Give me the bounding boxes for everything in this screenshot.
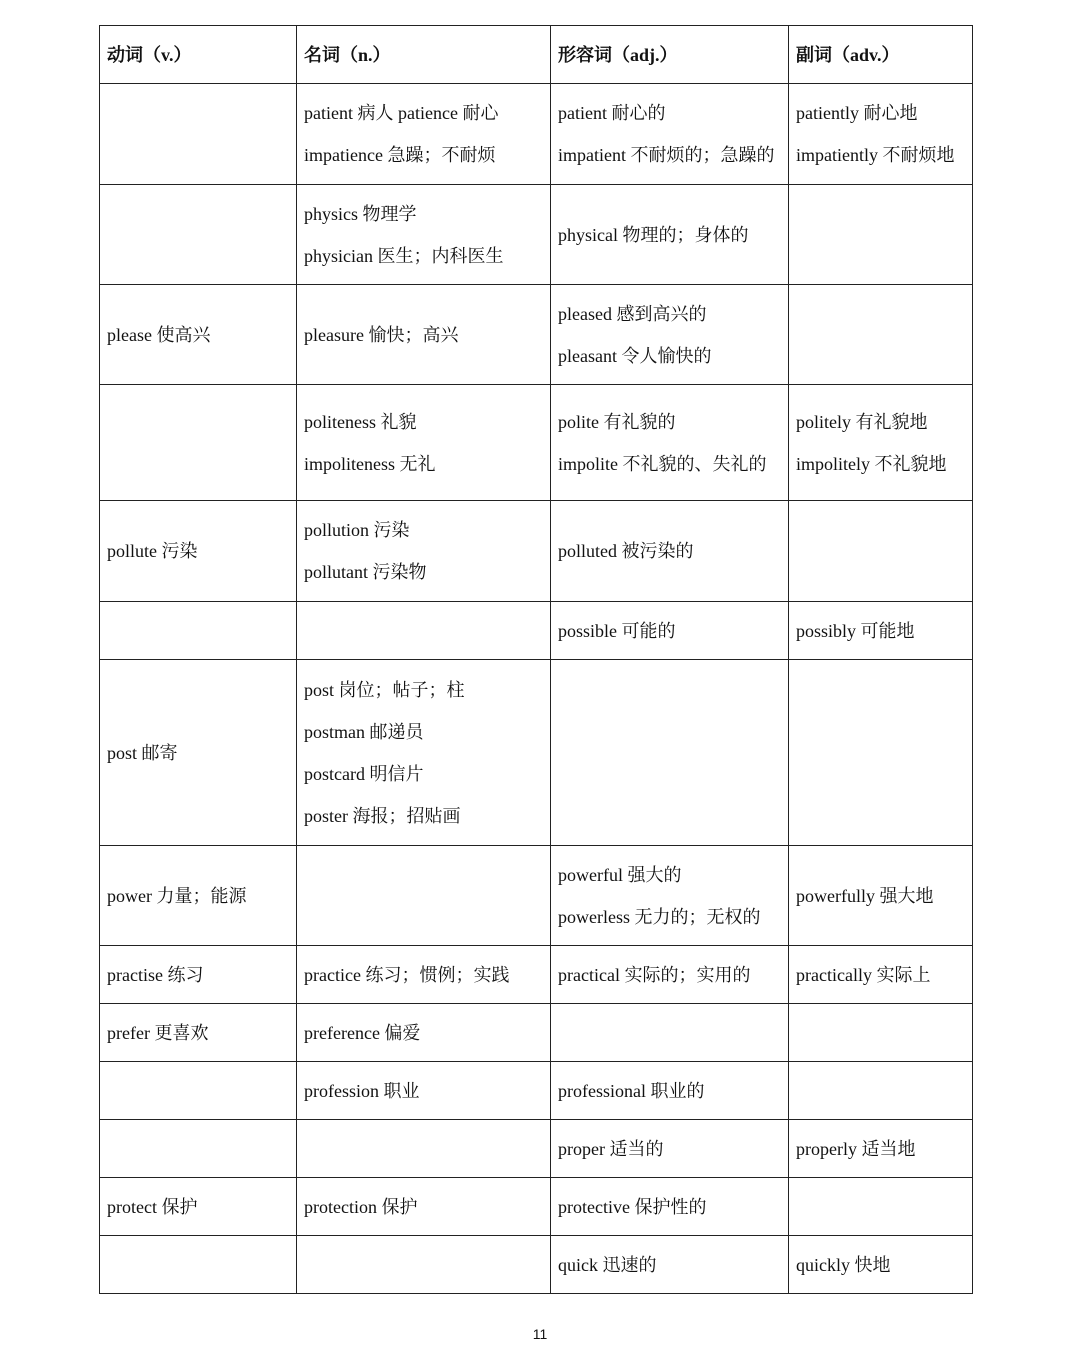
noun-entry: protection 保护	[304, 1196, 418, 1217]
verb-entry: practise 练习	[107, 964, 204, 985]
cell-noun	[297, 385, 551, 501]
adj-entry: possible 可能的	[558, 620, 676, 641]
cell-adj	[551, 1236, 789, 1294]
cell-verb	[100, 1062, 297, 1120]
cell-noun	[297, 946, 551, 1004]
noun-entry: preference 偏爱	[304, 1022, 421, 1043]
cell-noun	[297, 501, 551, 602]
adj-entry: pleasant 令人愉快的	[558, 345, 712, 366]
cell-noun	[297, 1236, 551, 1294]
noun-entry: patient 病人 patience 耐心	[304, 103, 499, 123]
adj-entry: polite 有礼貌的	[558, 411, 676, 432]
verb-entry: prefer 更喜欢	[107, 1022, 209, 1043]
page-number: 11	[532, 1326, 548, 1342]
cell-noun	[297, 846, 551, 946]
cell-adv	[789, 660, 973, 846]
adv-entry: politely 有礼貌地	[796, 411, 928, 432]
adj-entry: protective 保护性的	[558, 1196, 707, 1217]
table-row	[100, 84, 973, 185]
table-row	[100, 846, 973, 946]
adv-entry: powerfully 强大地	[796, 885, 934, 906]
noun-entry: physics 物理学	[304, 203, 417, 224]
table-row	[100, 385, 973, 501]
header-noun: 名词（n.）	[297, 26, 551, 84]
word-forms-table	[99, 25, 973, 1294]
cell-verb	[100, 660, 297, 846]
adv-entry: possibly 可能地	[796, 620, 915, 641]
cell-adv	[789, 185, 973, 285]
noun-entry: postman 邮递员	[304, 721, 424, 742]
adj-entry: polluted 被污染的	[558, 541, 694, 561]
cell-adv	[789, 1120, 973, 1178]
adj-entry: practical 实际的；实用的	[558, 964, 751, 985]
cell-verb	[100, 185, 297, 285]
adj-entry: proper 适当的	[558, 1138, 664, 1159]
cell-noun	[297, 602, 551, 660]
header-row	[100, 26, 973, 84]
table-row	[100, 1236, 973, 1294]
table-row	[100, 1178, 973, 1236]
adj-entry: impolite 不礼貌的、失礼的	[558, 453, 767, 474]
adj-entry: powerful 强大的	[558, 864, 682, 885]
adj-entry: powerless 无力的；无权的	[558, 906, 761, 927]
cell-adj	[551, 1178, 789, 1236]
cell-adj	[551, 385, 789, 501]
cell-verb	[100, 84, 297, 185]
adj-entry: physical 物理的；身体的	[558, 224, 749, 245]
cell-adj	[551, 501, 789, 602]
cell-noun	[297, 285, 551, 385]
cell-adj	[551, 185, 789, 285]
noun-entry: physician 医生；内科医生	[304, 245, 504, 266]
adv-entry: impatiently 不耐烦地	[796, 145, 955, 165]
cell-adj	[551, 1062, 789, 1120]
cell-adv	[789, 1236, 973, 1294]
cell-adv	[789, 602, 973, 660]
table-row	[100, 1004, 973, 1062]
cell-verb	[100, 1178, 297, 1236]
cell-adj	[551, 660, 789, 846]
header-verb: 动词（v.）	[100, 26, 297, 84]
table-row	[100, 602, 973, 660]
cell-verb	[100, 385, 297, 501]
cell-noun	[297, 185, 551, 285]
cell-adv	[789, 846, 973, 946]
cell-adj	[551, 285, 789, 385]
noun-entry: postcard 明信片	[304, 763, 424, 784]
cell-adj	[551, 84, 789, 185]
cell-adj	[551, 946, 789, 1004]
cell-adj	[551, 846, 789, 946]
cell-verb	[100, 501, 297, 602]
table-row	[100, 1062, 973, 1120]
adj-entry: pleased 感到高兴的	[558, 303, 707, 324]
table-row	[100, 501, 973, 602]
cell-verb	[100, 946, 297, 1004]
table-row	[100, 285, 973, 385]
adj-entry: impatient 不耐烦的；急躁的	[558, 145, 775, 165]
cell-adv	[789, 1004, 973, 1062]
table-row	[100, 185, 973, 285]
cell-noun	[297, 1178, 551, 1236]
noun-entry: practice 练习；惯例；实践	[304, 964, 510, 985]
adv-entry: patiently 耐心地	[796, 103, 918, 123]
cell-adv	[789, 501, 973, 602]
adv-entry: practically 实际上	[796, 964, 931, 985]
cell-adv	[789, 84, 973, 185]
cell-noun	[297, 1004, 551, 1062]
noun-entry: impatience 急躁；不耐烦	[304, 145, 496, 165]
adj-entry: quick 迅速的	[558, 1254, 657, 1275]
cell-noun	[297, 84, 551, 185]
cell-verb	[100, 1004, 297, 1062]
cell-adj	[551, 1004, 789, 1062]
cell-verb	[100, 1120, 297, 1178]
cell-noun	[297, 1120, 551, 1178]
table-row	[100, 660, 973, 846]
header-adj: 形容词（adj.）	[551, 26, 789, 84]
verb-entry: post 邮寄	[107, 742, 178, 763]
noun-entry: post 岗位；帖子；柱	[304, 679, 465, 700]
cell-adv	[789, 385, 973, 501]
noun-entry: pleasure 愉快；高兴	[304, 324, 459, 345]
adv-entry: quickly 快地	[796, 1254, 891, 1275]
adv-entry: impolitely 不礼貌地	[796, 453, 947, 474]
table-row	[100, 1120, 973, 1178]
cell-verb	[100, 1236, 297, 1294]
header-adv: 副词（adv.）	[789, 26, 973, 84]
cell-adv	[789, 946, 973, 1004]
verb-entry: power 力量；能源	[107, 885, 247, 906]
cell-verb	[100, 846, 297, 946]
noun-entry: pollution 污染	[304, 520, 410, 540]
cell-noun	[297, 660, 551, 846]
verb-entry: protect 保护	[107, 1196, 198, 1217]
noun-entry: pollutant 污染物	[304, 562, 427, 582]
verb-entry: pollute 污染	[107, 541, 198, 561]
cell-adj	[551, 1120, 789, 1178]
table-row	[100, 946, 973, 1004]
adj-entry: patient 耐心的	[558, 103, 666, 123]
cell-verb	[100, 602, 297, 660]
cell-verb	[100, 285, 297, 385]
cell-adv	[789, 1062, 973, 1120]
cell-adv	[789, 285, 973, 385]
noun-entry: profession 职业	[304, 1080, 420, 1101]
noun-entry: impoliteness 无礼	[304, 453, 436, 474]
noun-entry: politeness 礼貌	[304, 411, 417, 432]
adv-entry: properly 适当地	[796, 1138, 916, 1159]
adj-entry: professional 职业的	[558, 1080, 705, 1101]
noun-entry: poster 海报；招贴画	[304, 805, 461, 826]
verb-entry: please 使高兴	[107, 324, 211, 345]
cell-noun	[297, 1062, 551, 1120]
cell-adv	[789, 1178, 973, 1236]
cell-adj	[551, 602, 789, 660]
